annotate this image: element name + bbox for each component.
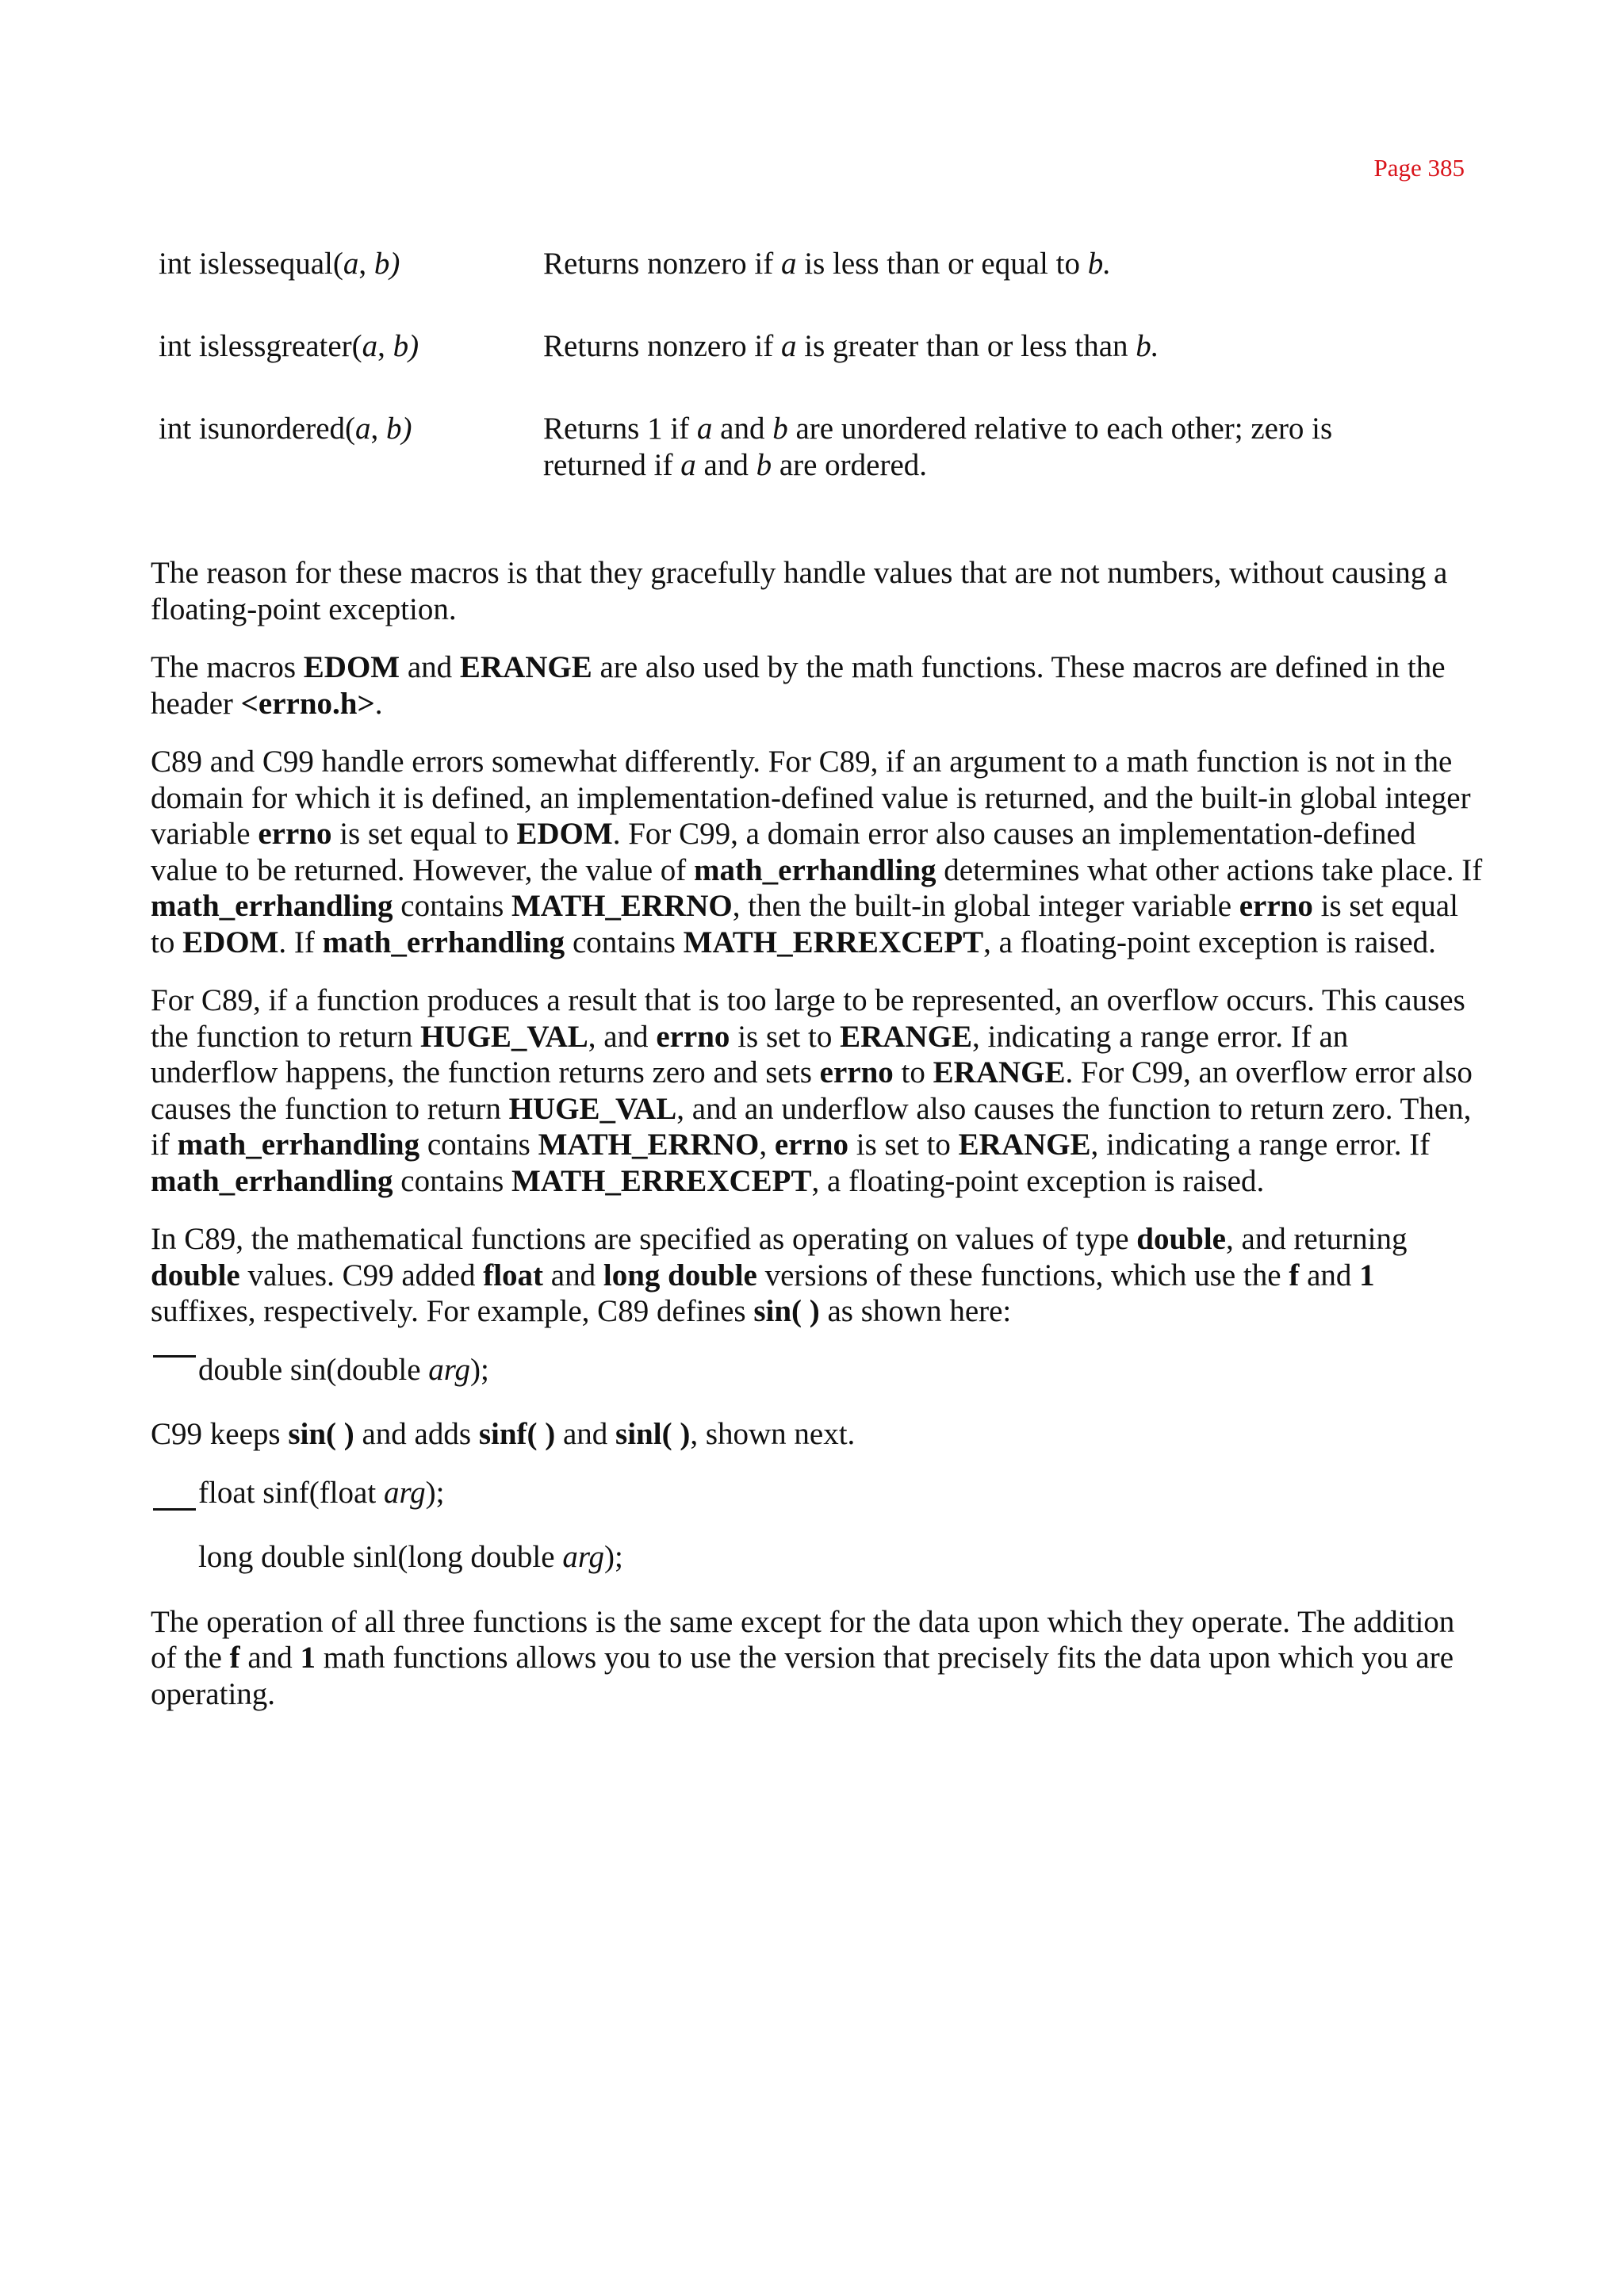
keyword: 1 (300, 1641, 316, 1675)
text-run: values. C99 added (239, 1258, 484, 1293)
text-run: The macros (151, 650, 304, 684)
text-run: is set to (848, 1128, 959, 1162)
text-run: float sinf(float (198, 1475, 384, 1510)
text-run: Returns 1 if (543, 412, 697, 446)
keyword: EDOM (303, 650, 400, 684)
keyword: double (151, 1258, 240, 1293)
margin-mark (153, 1508, 196, 1511)
keyword: math_errhandling (151, 889, 393, 923)
paragraph-edom-erange (151, 649, 1483, 722)
text-run: math functions allows you to use the version that precisely fits the data upon which you are operating. (151, 1641, 1454, 1711)
text-run: . For C99, a domain error also causes an implementation-defined value to be returned. However, the value of (151, 817, 1416, 887)
text-run: The operation of all three functions is the same except for the data upon which they operate. The addition of the (151, 1604, 1455, 1675)
text-run: , and an underflow also causes the function to return zero. Then, if (151, 1091, 1472, 1162)
text-run: . For C99, an overflow error also causes the function to return (151, 1055, 1473, 1126)
text-run: C99 keeps (151, 1417, 289, 1451)
text-run: determines what other actions take place. If (936, 852, 1483, 887)
keyword: math_errhandling (322, 925, 565, 959)
text-run: , indicating a range error. If an underflow happens, the function returns zero and sets (151, 1019, 1349, 1090)
keyword: errno (819, 1055, 894, 1090)
keyword: EDOM (182, 925, 279, 959)
text-run: and (239, 1641, 301, 1675)
text-run: , shown next. (690, 1417, 856, 1451)
text-run: . If (278, 925, 323, 959)
text-run: is set equal to (151, 889, 1458, 959)
text-run: , a floating-point exception is raised. (811, 1163, 1265, 1198)
text-run: , and returning (1225, 1222, 1408, 1256)
keyword: EDOM (516, 817, 613, 851)
text-run: Returns nonzero if (543, 329, 782, 363)
keyword: sinf( ) (478, 1417, 556, 1451)
text-run: In C89, the mathematical functions are specified as operating on values of type (151, 1222, 1137, 1256)
keyword: MATH_ERRNO (538, 1128, 760, 1162)
text-run: and (400, 650, 460, 684)
text-run: is set to (730, 1019, 841, 1054)
italic-term: a (680, 448, 696, 482)
keyword: MATH_ERREXCEPT (511, 1163, 812, 1198)
italic-term: a (781, 329, 797, 363)
text-run: are unordered relative to each other; zero is returned if (543, 412, 1333, 482)
text-run: . (374, 686, 383, 721)
keyword: HUGE_VAL (420, 1019, 588, 1054)
text-run: is less than or equal to (796, 247, 1088, 281)
text-run: and (543, 1258, 603, 1293)
paragraph-operation (151, 1604, 1483, 1713)
keyword: errno (1239, 889, 1313, 923)
page-number: Page 385 (1373, 154, 1465, 182)
text-run: as shown here: (819, 1294, 1012, 1328)
keyword: long double (603, 1258, 757, 1293)
text-run: , then the built-in global integer variable (732, 889, 1239, 923)
keyword: MATH_ERREXCEPT (683, 925, 984, 959)
function-description (543, 328, 1336, 365)
paragraph-range-errors (151, 982, 1483, 1199)
function-description (543, 411, 1336, 484)
text-run: and (712, 412, 773, 446)
italic-term: b (756, 448, 772, 482)
text-run: and adds (354, 1417, 479, 1451)
text-run: The reason for these macros is that they gracefully handle values that are not numbers, without causing a floating-point exception. (151, 556, 1448, 626)
text-run: contains (393, 889, 511, 923)
text-run: , a floating-point exception is raised. (983, 925, 1436, 959)
function-row (159, 246, 1467, 282)
text-run: double sin(double (198, 1352, 429, 1387)
keyword: MATH_ERRNO (511, 889, 733, 923)
text-run: and (555, 1417, 616, 1451)
keyword: sin( ) (288, 1417, 354, 1451)
text-run: is greater than or less than (796, 329, 1136, 363)
keyword: float (483, 1258, 544, 1293)
keyword: errno (656, 1019, 730, 1054)
code-sin (151, 1352, 1483, 1388)
paragraph-macros-purpose (151, 555, 1483, 627)
keyword: double (1136, 1222, 1226, 1256)
keyword: f (229, 1641, 240, 1675)
body-text (151, 555, 1483, 1734)
keyword: f (1289, 1258, 1300, 1293)
text-run: versions of these functions, which use the (756, 1258, 1289, 1293)
function-row (159, 328, 1467, 365)
function-signature: int islessequal(a, b) (159, 247, 400, 281)
text-run: to (893, 1055, 933, 1090)
keyword: 1 (1359, 1258, 1375, 1293)
paragraph-sin-variants (151, 1416, 1483, 1453)
text-run: ); (425, 1475, 445, 1510)
function-signature: int isunordered(a, b) (159, 412, 412, 446)
keyword: ERANGE (840, 1019, 972, 1054)
keyword: math_errhandling (694, 852, 936, 887)
text-run: contains (419, 1128, 538, 1162)
function-signature: int islessgreater(a, b) (159, 329, 419, 363)
keyword: sin( ) (753, 1294, 820, 1328)
text-run: Returns nonzero if (543, 247, 782, 281)
keyword: errno (774, 1128, 848, 1162)
text-run: suffixes, respectively. For example, C89 defines (151, 1294, 754, 1328)
function-row (159, 411, 1467, 484)
keyword: ERANGE (958, 1128, 1091, 1162)
text-run: are ordered. (772, 448, 928, 482)
code-sinf (151, 1475, 1483, 1511)
text-run: and (1299, 1258, 1360, 1293)
code-sinl (151, 1539, 1483, 1576)
keyword: HUGE_VAL (508, 1091, 677, 1126)
italic-term: arg (562, 1540, 605, 1574)
text-run: are also used by the math functions. These macros are defined in the header (151, 650, 1446, 721)
function-table (159, 246, 1467, 484)
text-run: , and (588, 1019, 657, 1054)
italic-term: a (696, 412, 713, 446)
keyword: ERANGE (933, 1055, 1066, 1090)
keyword: errno (258, 817, 332, 851)
keyword: <errno.h> (240, 686, 375, 721)
keyword: sinl( ) (615, 1417, 691, 1451)
text-run: long double sinl(long double (198, 1540, 563, 1574)
text-run: contains (393, 1163, 511, 1198)
text-run: C89 and C99 handle errors somewhat differently. For C89, if an argument to a math function is not in the domain for which it is defined, an implementation-defined value is returned, and the built-in global integer variable (151, 745, 1471, 851)
italic-term: arg (383, 1475, 426, 1510)
text-run: ); (470, 1352, 489, 1387)
text-run: , indicating a range error. If (1090, 1128, 1431, 1162)
function-description (543, 246, 1336, 282)
text-run: contains (565, 925, 684, 959)
paragraph-function-types (151, 1221, 1483, 1330)
italic-term: b. (1136, 329, 1159, 363)
italic-term: a (781, 247, 797, 281)
keyword: math_errhandling (177, 1128, 420, 1162)
text-run: For C89, if a function produces a result that is too large to be represented, an overflow occurs. This causes the function to return (151, 983, 1465, 1054)
italic-term: b (772, 412, 788, 446)
text-run: , (759, 1128, 775, 1162)
keyword: ERANGE (459, 650, 592, 684)
margin-mark (153, 1355, 196, 1358)
text-run: ); (604, 1540, 623, 1574)
paragraph-domain-errors (151, 744, 1483, 960)
italic-term: arg (428, 1352, 471, 1387)
keyword: math_errhandling (151, 1163, 393, 1198)
text-run: is set equal to (331, 817, 517, 851)
text-run: and (695, 448, 756, 482)
italic-term: b. (1087, 247, 1111, 281)
